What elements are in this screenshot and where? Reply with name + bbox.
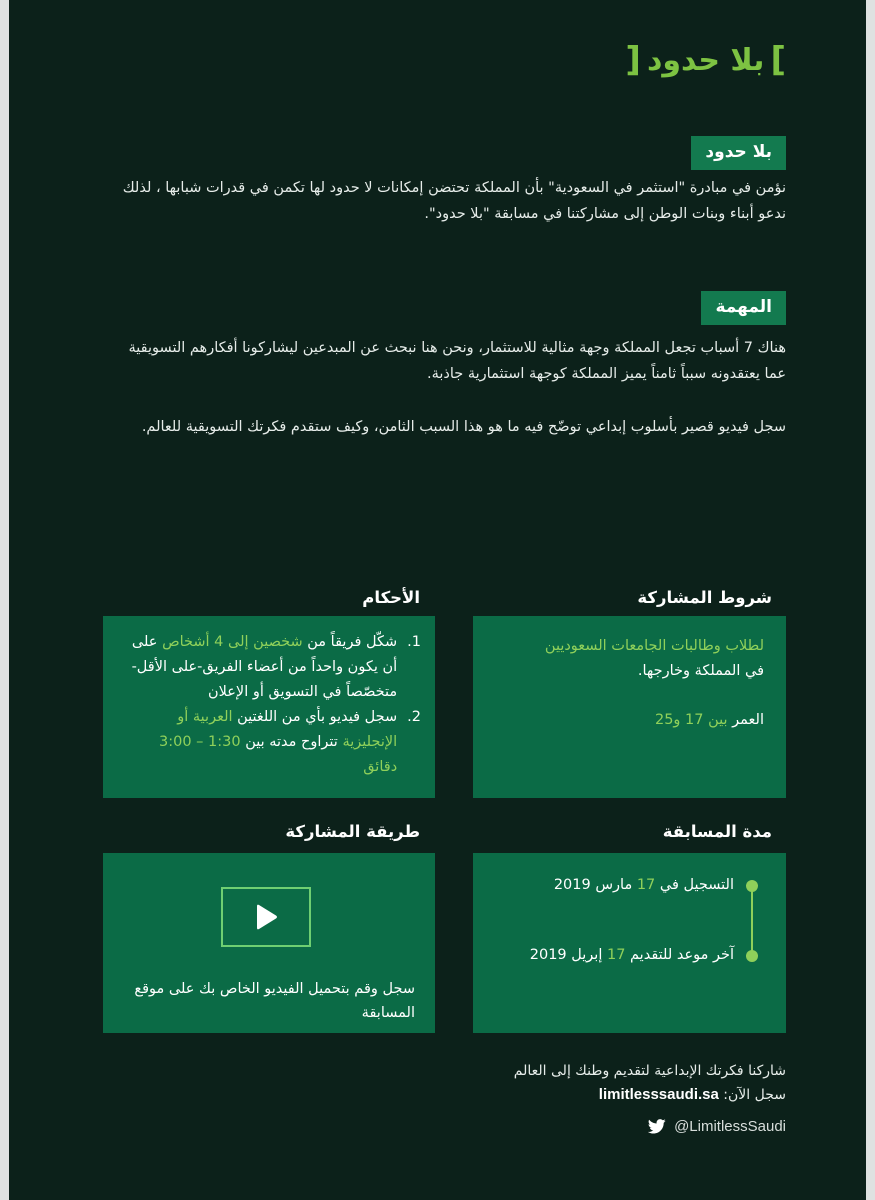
mission-tag: المهمة (701, 291, 786, 325)
event-day: 17 (636, 877, 656, 893)
method-title: طريقة المشاركة (285, 822, 420, 841)
play-icon (253, 903, 279, 931)
document-page (9, 0, 866, 1200)
method-text: سجل وقم بتحميل الفيديو الخاص بك على موقع المسابقة (134, 981, 415, 1021)
timeline-event-deadline (530, 943, 758, 968)
rule-number: 2. (407, 709, 421, 725)
rule-text-part: سجل فيديو بأي من اللغتين (237, 709, 398, 725)
bracket-open: ] (770, 40, 786, 80)
conditions-title: شروط المشاركة (637, 588, 772, 607)
conditions-eligibility: لطلاب وطالبات الجامعات السعوديين (544, 638, 764, 654)
page-title-text: بلا حدود (646, 42, 765, 78)
intro-paragraph: نؤمن في مبادرة "استثمر في السعودية" بأن المملكة تحتضن إمكانات لا حدود لها تكمن في قدرات شبابها ، لذلك ندعو أبناء وبنات الوطن إلى مشاركتنا في مسابقة "بلا حدود". (122, 180, 786, 222)
intro-tag: بلا حدود (691, 136, 786, 170)
timeline-dot-icon (746, 950, 758, 962)
age-value: بين 17 و25 (654, 712, 728, 728)
rule-item (121, 705, 421, 780)
conditions-age (484, 708, 764, 733)
timeline-event-text (530, 943, 734, 968)
event-label: التسجيل في (659, 877, 734, 893)
rule-text-part: شكّل فريقاً من (307, 634, 398, 650)
page-title (625, 40, 786, 80)
website-link[interactable]: limitlesssaudi.sa (598, 1086, 719, 1103)
duration-card (473, 853, 786, 1033)
rules-list (121, 630, 421, 780)
conditions-location: في المملكة وخارجها. (637, 663, 764, 679)
mission-paragraph-2: سجل فيديو قصير بأسلوب إبداعي توضّح فيه ما هو هذا السبب الثامن، وكيف ستقدم فكرتك التسويقية للعالم. (141, 419, 786, 435)
event-label: آخر موعد للتقديم (630, 947, 734, 963)
footer-cta (514, 1060, 786, 1107)
timeline-dot-icon (746, 880, 758, 892)
rule-number: 1. (407, 634, 421, 650)
video-play-button[interactable] (221, 887, 311, 947)
footer-line: شاركنا فكرتك الإبداعية لتقديم وطنك إلى العالم (513, 1063, 786, 1079)
twitter-link[interactable] (648, 1118, 786, 1135)
rule-text (121, 705, 397, 780)
duration-title: مدة المسابقة (662, 822, 772, 841)
twitter-handle: @LimitlessSaudi (674, 1118, 786, 1135)
conditions-card (473, 616, 786, 798)
event-day: 17 (606, 947, 626, 963)
rules-title: الأحكام (362, 588, 420, 607)
twitter-icon (648, 1119, 666, 1134)
rule-highlight: 1:30 – 3:00 دقائق (158, 734, 398, 775)
rule-highlight: العربية أو الإنجليزية (177, 709, 398, 750)
rule-item (121, 630, 421, 705)
bracket-close: [ (625, 40, 641, 80)
event-month-year: إبريل 2019 (529, 947, 603, 963)
rule-text (121, 630, 397, 705)
mission-paragraph-1: هناك 7 أسباب تجعل المملكة وجهة مثالية للاستثمار، ونحن هنا نبحث عن المبدعين ليشاركونا أفكارهم التسويقية عما يعتقدونه سبباً ثامناً يميز المملكة كوجهة استثمارية جاذبة. (128, 340, 786, 382)
timeline-event-registration (554, 873, 758, 898)
timeline-event-text (554, 873, 734, 898)
rule-text-part: على أن يكون واحداً من أعضاء الفريق-على الأقل- متخصّصاً في التسويق أو الإعلان (131, 634, 398, 700)
rule-text-part: تتراوح مدته بين (245, 734, 338, 750)
method-card (103, 853, 435, 1033)
rule-highlight: شخصين إلى 4 أشخاص (162, 634, 303, 650)
age-label: العمر (732, 712, 764, 728)
footer-register (514, 1083, 786, 1107)
event-month-year: مارس 2019 (553, 877, 633, 893)
register-label: سجل الآن: (723, 1087, 786, 1103)
rules-card (103, 616, 435, 798)
